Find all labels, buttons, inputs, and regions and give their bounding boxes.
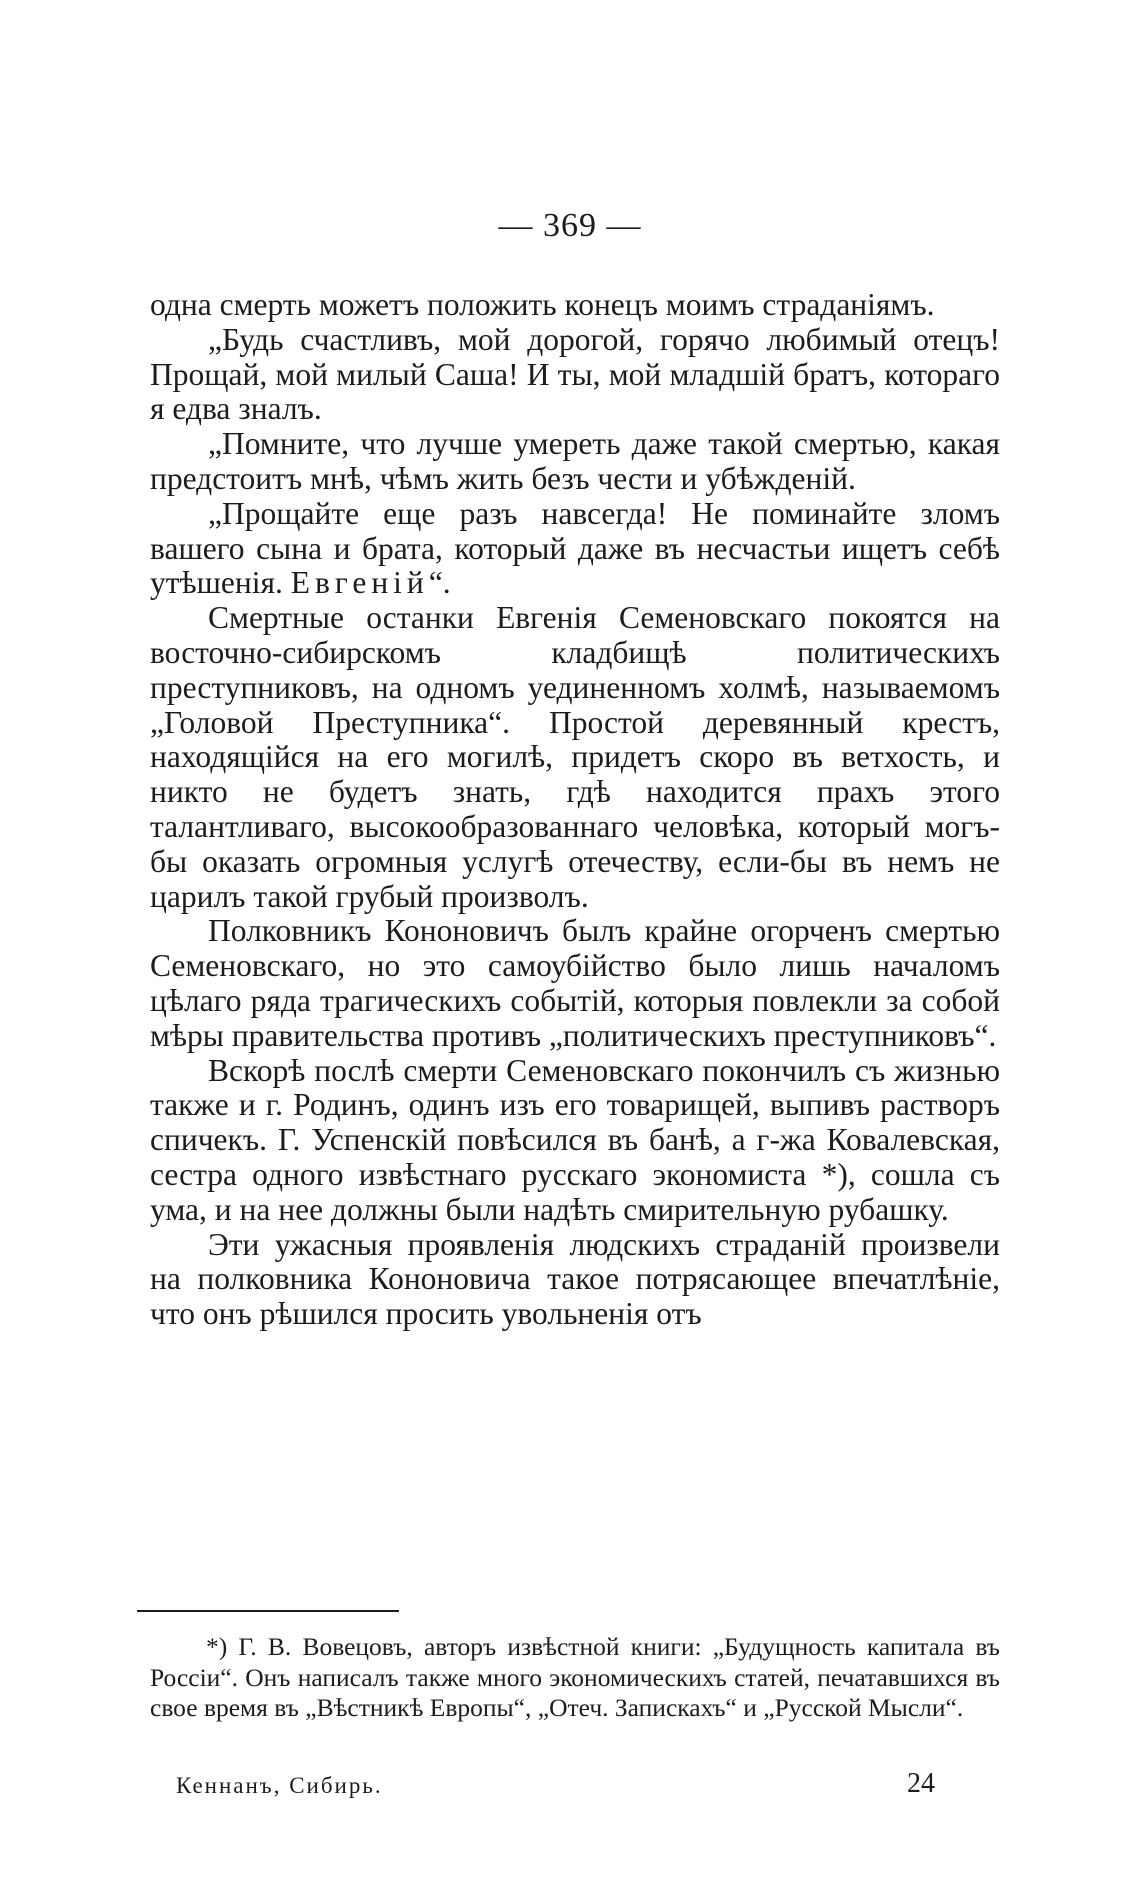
footnote bbox=[150, 1632, 1000, 1724]
footnote-text: *) Г. В. Вовецовъ, авторъ извѣстной книги: „Будущность капитала въ Россіи“. Онъ написалъ также много экономическихъ статей, печатавшихся въ свое время въ „Вѣстникѣ Европы“, „Отеч. Запискахъ“ и „Русской Мысли“. bbox=[150, 1632, 1000, 1722]
letter-signature: Евгеній bbox=[290, 565, 429, 601]
footnote-divider bbox=[137, 1610, 399, 1612]
main-text bbox=[150, 288, 1000, 1332]
paragraph-kononovich: Полковникъ Кононовичъ былъ крайне огорченъ смертью Семеновскаго, но это самоубійство было лишь началомъ цѣлаго ряда трагическихъ событій, которыя повлекли за собой мѣры правительства противъ „политическихъ преступниковъ“. bbox=[150, 913, 1000, 1053]
page-number: — 369 — bbox=[498, 207, 642, 244]
footer-sheet-number: 24 bbox=[907, 1768, 935, 1799]
paragraph-remains: Смертные останки Евгенія Семеновскаго покоятся на восточно-сибирскомъ кладбищѣ политическихъ преступниковъ, на одномъ уединенномъ холмѣ, называемомъ „Головой Преступника“. Простой деревянный крестъ, находящійся на его могилѣ, придетъ скоро въ ветхость, и никто не будетъ знать, гдѣ находится прахъ этого талантливаго, высокообразованнаго человѣка, который могъ-бы оказать огромныя услугѣ отечеству, если-бы въ немъ не царилъ такой грубый произволъ. bbox=[150, 600, 1000, 914]
paragraph-suicides: Вскорѣ послѣ смерти Семеновскаго покончилъ съ жизнью также и г. Родинъ, одинъ изъ его товарищей, выпивъ растворъ спичекъ. Г. Успенскій повѣсился въ банѣ, а г-жа Ковалевская, сестра одного извѣстнаго русскаго экономиста *), сошла съ ума, и на нее должны были надѣть смирительную рубашку. bbox=[150, 1052, 1000, 1227]
paragraph-letter-farewell: „Будь счастливъ, мой дорогой, горячо любимый отецъ! Прощай, мой милый Саша! И ты, мой младшій братъ, котораго я едва зналъ. bbox=[150, 321, 1000, 427]
paragraph-letter-remember: „Помните, что лучше умереть даже такой смертью, какая предстоитъ мнѣ, чѣмъ жить безъ чести и убѣжденій. bbox=[150, 426, 1000, 496]
footer-signature-mark: Кеннанъ, Сибирь. bbox=[176, 1773, 383, 1798]
letter-closing-quote: “. bbox=[428, 565, 451, 601]
paragraph-continuation: одна смерть можетъ положить конецъ моимъ страданіямъ. bbox=[150, 287, 935, 322]
letter-closing-text: „Прощайте еще разъ навсегда! Не поминайте зломъ вашего сына и брата, который даже въ несчастьи ищетъ себѣ утѣшенія. bbox=[150, 495, 1000, 601]
paragraph-letter-closing bbox=[150, 497, 1000, 601]
paragraph-resignation: Эти ужасныя проявленія людскихъ страданій произвели на полковника Кононовича такое потрясающее впечатлѣніе, что онъ рѣшился просить увольненія отъ bbox=[150, 1226, 1000, 1332]
